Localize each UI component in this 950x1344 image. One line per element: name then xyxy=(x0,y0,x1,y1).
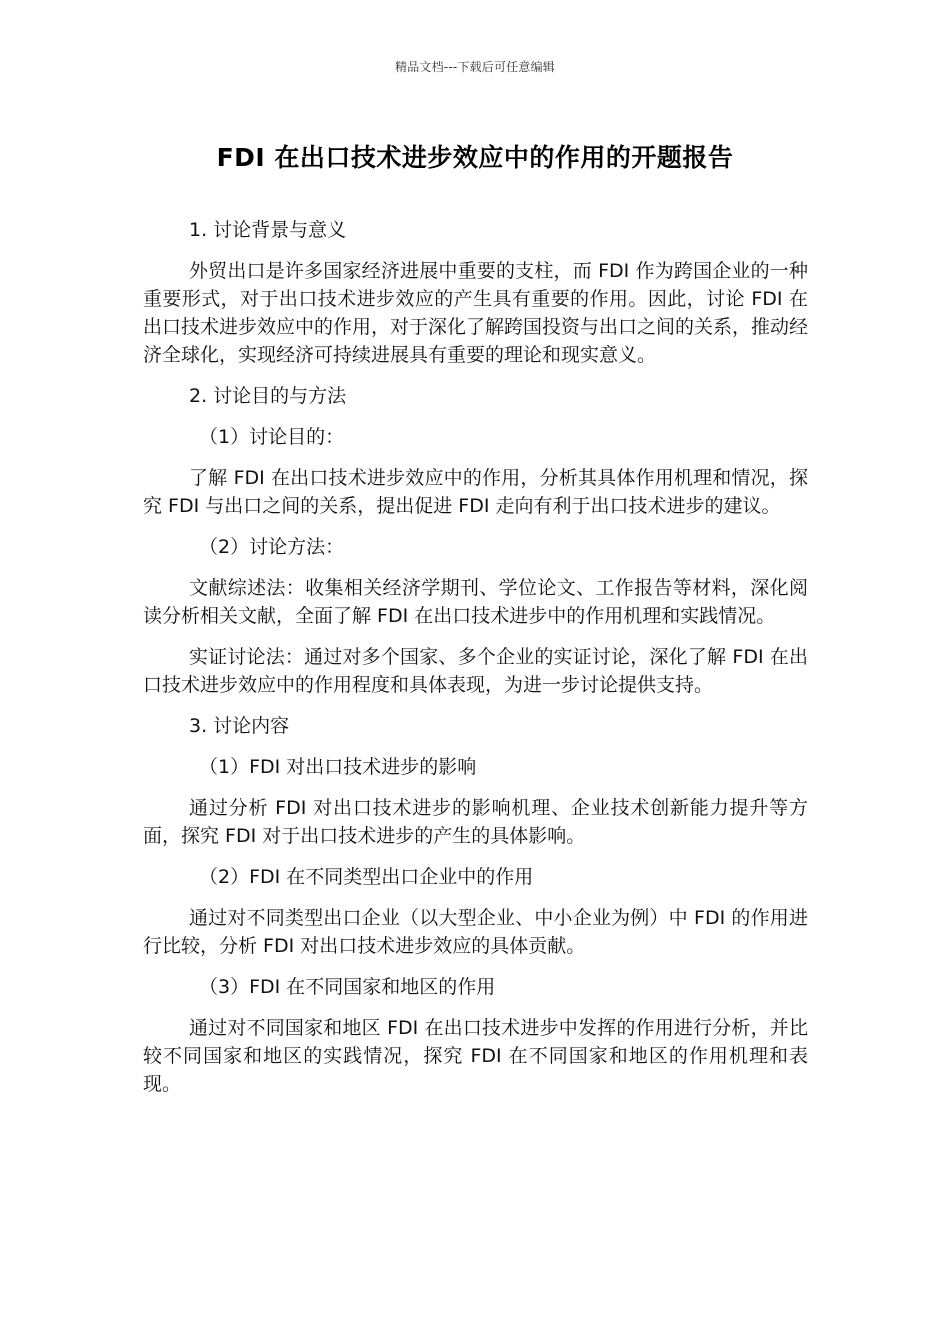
section2-sub2-paragraph-empirical: 实证讨论法：通过对多个国家、多个企业的实证讨论，深化了解 FDI 在出口技术进步效应中的作用程度和具体表现，为进一步讨论提供支持。 xyxy=(143,646,808,696)
section2-sub1-heading: （1）讨论目的： xyxy=(199,426,345,448)
section2-sub2-heading: （2）讨论方法： xyxy=(199,536,345,558)
page-header-watermark: 精品文档---下载后可任意编辑 xyxy=(395,60,555,74)
section3-sub2-paragraph: 通过对不同类型出口企业（以大型企业、中小企业为例）中 FDI 的作用进行比较，分析 FDI 对出口技术进步效应的具体贡献。 xyxy=(143,907,808,957)
section3-heading: 3. 讨论内容 xyxy=(189,715,290,737)
document-title: FDI 在出口技术进步效应中的作用的开题报告 xyxy=(216,143,734,172)
section3-sub2-heading: （2）FDI 在不同类型出口企业中的作用 xyxy=(199,866,534,888)
section2-sub2-paragraph-literature: 文献综述法：收集相关经济学期刊、学位论文、工作报告等材料，深化阅读分析相关文献，全面了解 FDI 在出口技术进步中的作用机理和实践情况。 xyxy=(143,577,808,627)
section1-paragraph: 外贸出口是许多国家经济进展中重要的支柱，而 FDI 作为跨国企业的一种重要形式，对于出口技术进步效应的产生具有重要的作用。因此，讨论 FDI 在出口技术进步效应中的作用，对于深化了解跨国投资与出口之间的关系，推动经济全球化，实现经济可持续进展具有重要的理论和现实意义。 xyxy=(143,260,809,366)
section2-heading: 2. 讨论目的与方法 xyxy=(189,385,347,407)
section1-heading: 1. 讨论背景与意义 xyxy=(189,219,347,241)
section3-sub3-paragraph: 通过对不同国家和地区 FDI 在出口技术进步中发挥的作用进行分析，并比较不同国家和地区的实践情况，探究 FDI 在不同国家和地区的作用机理和表现。 xyxy=(143,1017,808,1095)
section3-sub3-heading: （3）FDI 在不同国家和地区的作用 xyxy=(199,976,496,998)
section3-sub1-paragraph: 通过分析 FDI 对出口技术进步的影响机理、企业技术创新能力提升等方面，探究 FDI 对于出口技术进步的产生的具体影响。 xyxy=(143,797,808,847)
section2-sub1-paragraph: 了解 FDI 在出口技术进步效应中的作用，分析其具体作用机理和情况，探究 FDI 与出口之间的关系，提出促进 FDI 走向有利于出口技术进步的建议。 xyxy=(143,467,808,517)
section3-sub1-heading: （1）FDI 对出口技术进步的影响 xyxy=(199,756,477,778)
document-body xyxy=(143,216,808,1111)
